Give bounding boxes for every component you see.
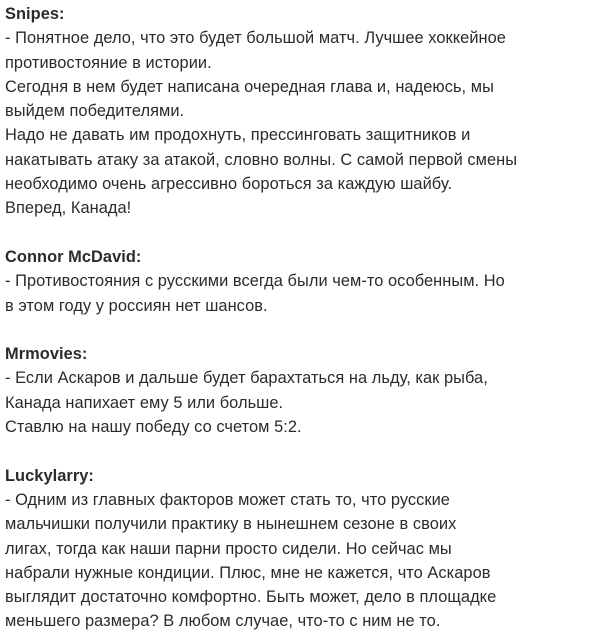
comment-line: Надо не давать им продохнуть, прессинговать защитников и [5, 126, 471, 145]
comment-line: мальчишки получили практику в нынешнем сезоне в своих [5, 515, 457, 534]
comment-line: - Если Аскаров и дальше будет барахтаться на льду, как рыба, [5, 369, 488, 388]
comment-line: выйдем победителями. [5, 102, 185, 121]
comment-line: Вперед, Канада! [5, 199, 132, 218]
comment-line: набрали нужные кондиции. Плюс, мне не кажется, что Аскаров [5, 563, 491, 582]
comment-line: выглядит достаточно комфортно. Быть может, дело в площадке [5, 588, 497, 607]
comment-line: Канада напихает ему 5 или больше. [5, 393, 284, 412]
comment-line: лигах, тогда как наши парни просто сидели. Но сейчас мы [5, 539, 452, 558]
comment-line: накатывать атаку за атакой, словно волны. С самой первой смены [5, 150, 518, 169]
comment-line: - Одним из главных факторов может стать то, что русские [5, 490, 450, 509]
comment-line: меньшего размера? В любом случае, что-то с ним не то. [5, 612, 441, 631]
comment-line: Сегодня в нем будет написана очередная глава и, надеюсь, мы [5, 77, 494, 96]
comment-author: Connor McDavid: [5, 247, 142, 266]
comment-connor-mcdavid [5, 245, 601, 318]
comment-line: - Противостояния с русскими всегда были чем-то особенным. Но [5, 272, 505, 291]
comment-line: необходимо очень агрессивно бороться за каждую шайбу. [5, 175, 453, 194]
comment-line: - Понятное дело, что это будет большой матч. Лучшее хоккейное [5, 29, 506, 48]
comment-snipes [5, 2, 601, 221]
comment-line: противостояние в истории. [5, 53, 212, 72]
comment-author: Luckylarry: [5, 466, 94, 485]
comment-line: в этом году у россиян нет шансов. [5, 296, 268, 315]
comment-author: Snipes: [5, 5, 65, 23]
comment-author: Mrmovies: [5, 345, 88, 364]
comment-mrmovies [5, 342, 601, 439]
comment-line: Ставлю на нашу победу со счетом 5:2. [5, 418, 302, 437]
comment-luckylarry [5, 464, 601, 634]
